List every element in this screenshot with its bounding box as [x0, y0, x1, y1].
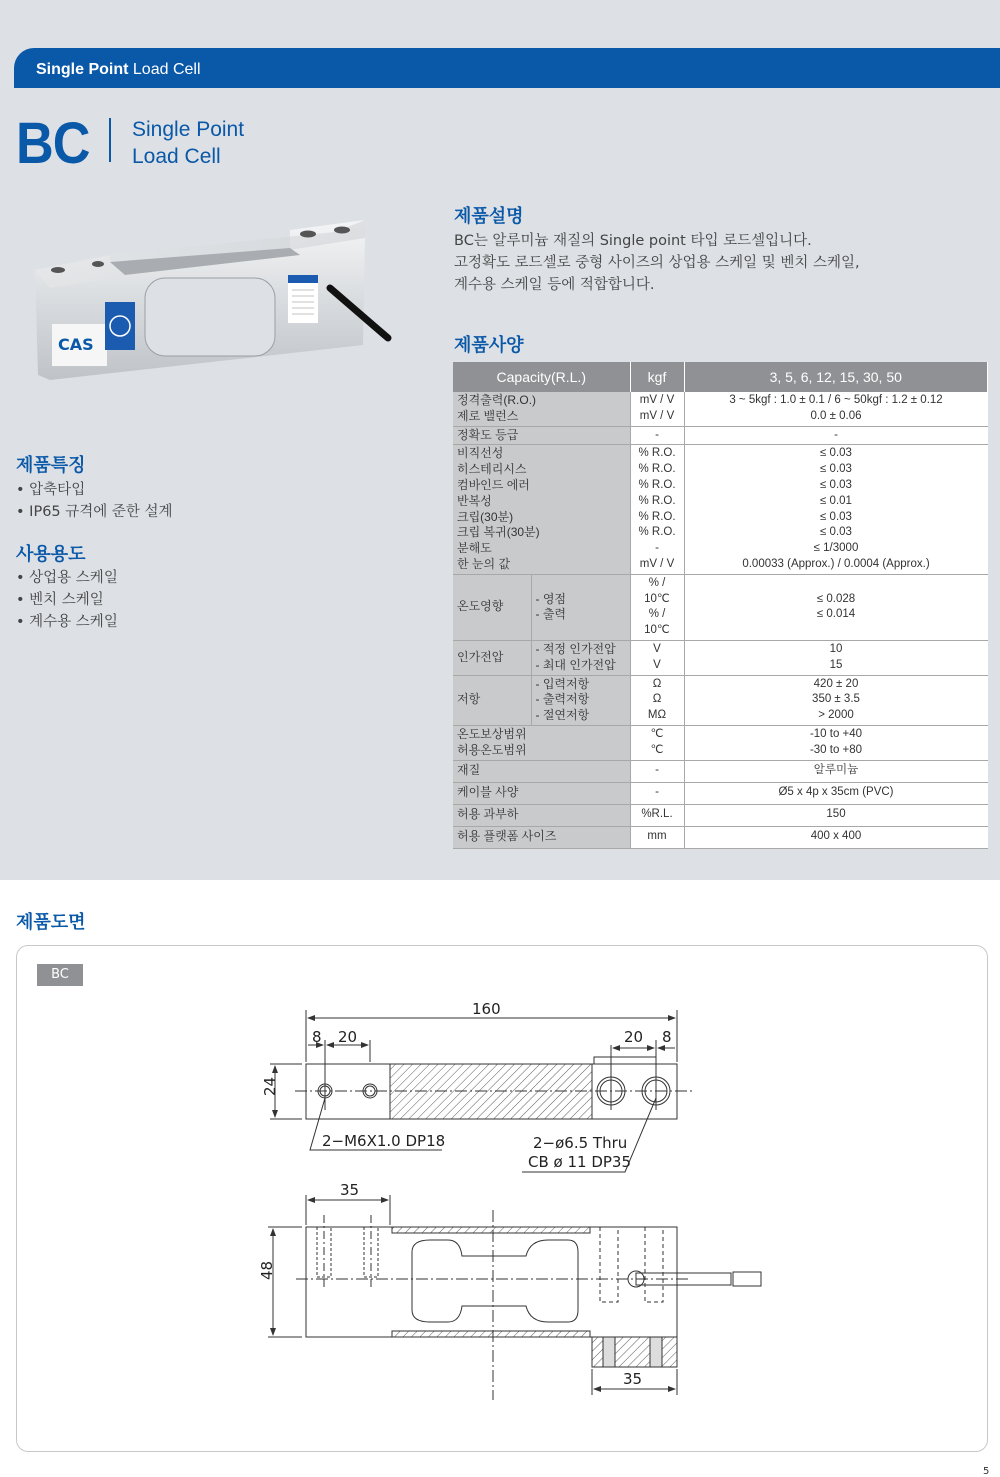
dim-side-height: 48 — [258, 1260, 276, 1280]
spec-unit: mV / V — [639, 409, 675, 422]
spec-unit: Ω — [652, 693, 662, 706]
spec-row — [453, 782, 988, 804]
spec-value: -30 to +80 — [809, 743, 863, 756]
spec-label: 크립 복귀(30분) — [457, 525, 540, 540]
spec-unit: % R.O. — [638, 526, 676, 539]
spec-label: 분해도 — [457, 541, 492, 556]
spec-row — [453, 826, 988, 848]
dim-right-pitch: 20 — [624, 1028, 644, 1046]
spec-label: 허용온도범위 — [457, 742, 527, 757]
load-cell-photo — [30, 220, 400, 380]
banner-bold: Single Point — [36, 61, 129, 78]
feature-item: • IP65 규격에 준한 설계 — [16, 501, 173, 523]
spec-unit: ℃ — [650, 743, 664, 756]
spec-label: - 출력 — [535, 607, 567, 622]
spec-value: 0.0 ± 0.06 — [810, 409, 862, 422]
description-line: BC는 알루미늄 재질의 Single point 타입 로드셀입니다. — [454, 233, 812, 249]
drawing-title: 제품도면 — [16, 912, 86, 933]
spec-unit: MΩ — [647, 709, 667, 722]
technical-drawing — [0, 990, 1000, 1410]
spec-label: - 입력저항 — [535, 676, 590, 691]
model-subtitle-line2: Load Cell — [132, 145, 221, 168]
spec-value: 0.00033 (Approx.) / 0.0004 (Approx.) — [742, 557, 930, 570]
spec-unit: - — [630, 782, 684, 804]
spec-unit: mV / V — [639, 394, 675, 406]
spec-value: 3 ~ 5kgf : 1.0 ± 0.1 / 6 ~ 50kgf : 1.2 ± 0.12 — [729, 394, 943, 406]
model-subtitle-line1: Single Point — [132, 118, 245, 141]
spec-row — [453, 640, 988, 675]
spec-label: 온도보상범위 — [457, 726, 527, 741]
spec-label: 히스테리시스 — [457, 462, 527, 477]
spec-label: - 절연저항 — [535, 708, 590, 723]
spec-unit: % R.O. — [638, 510, 676, 523]
banner-rest: Load Cell — [128, 61, 201, 78]
spec-value: 150 — [684, 804, 988, 826]
spec-unit: ℃ — [650, 727, 664, 740]
description-line: 고정확도 로드셀로 중형 사이즈의 상업용 스케일 및 벤치 스케일, — [454, 255, 860, 271]
spec-value: ≤ 0.03 — [820, 463, 852, 476]
feature-item: • 압축타입 — [16, 479, 173, 501]
features-list — [16, 479, 173, 523]
spec-unit: V — [653, 642, 661, 655]
model-divider — [109, 118, 111, 162]
spec-value: -10 to +40 — [809, 727, 863, 740]
drawing-model-tag: BC — [37, 964, 83, 986]
spec-header-unit: kgf — [630, 362, 684, 392]
spec-header-values: 3, 5, 6, 12, 15, 30, 50 — [684, 362, 988, 392]
spec-label: - 영점 — [535, 591, 567, 606]
spec-value: 15 — [829, 658, 843, 671]
spec-value: ≤ 0.03 — [820, 447, 852, 460]
spec-unit: mm — [630, 826, 684, 848]
spec-value: Ø5 x 4p x 35cm (PVC) — [684, 782, 988, 804]
spec-row — [453, 392, 988, 426]
spec-label: 반복성 — [457, 493, 492, 508]
spec-group-label: 저항 — [453, 675, 531, 725]
spec-label: 비직선성 — [457, 446, 504, 461]
spec-label: 허용 과부하 — [453, 804, 630, 826]
spec-row — [453, 445, 988, 574]
spec-unit: mV / V — [639, 557, 675, 570]
spec-value: - — [684, 426, 988, 445]
spec-unit: Ω — [652, 677, 662, 690]
spec-row — [453, 725, 988, 760]
spec-label: 정격출력(R.O.) — [457, 393, 537, 407]
spec-value: 350 ± 3.5 — [812, 693, 860, 706]
spec-value: 400 x 400 — [684, 826, 988, 848]
spec-unit: % / 10℃ — [644, 576, 670, 605]
spec-unit: - — [655, 542, 659, 555]
svg-text:CAS: CAS — [58, 335, 94, 354]
spec-value: ≤ 0.03 — [820, 510, 852, 523]
dim-length: 160 — [472, 1000, 501, 1018]
spec-unit: V — [653, 658, 661, 671]
spec-label: - 적정 인가전압 — [535, 641, 616, 656]
spec-row — [453, 675, 988, 725]
spec-label: - 출력저항 — [535, 692, 590, 707]
spec-label: 케이블 사양 — [453, 782, 630, 804]
spec-unit: % R.O. — [638, 478, 676, 491]
spec-row — [453, 804, 988, 826]
spec-value: 10 — [829, 642, 843, 655]
spec-label: 제로 밸런스 — [457, 408, 519, 423]
usage-item: • 상업용 스케일 — [16, 567, 118, 589]
spec-label: 한 눈의 값 — [457, 556, 511, 571]
usage-list — [16, 567, 118, 633]
spec-value: ≤ 1/3000 — [813, 542, 859, 555]
spec-value: 알루미늄 — [684, 760, 988, 782]
usage-item: • 계수용 스케일 — [16, 611, 118, 633]
usage-title: 사용용도 — [16, 544, 86, 565]
spec-unit: % / 10℃ — [644, 608, 670, 637]
spec-group-label: 온도영향 — [453, 574, 531, 640]
spec-value: ≤ 0.028 — [816, 592, 856, 605]
note-thru-1: 2−ø6.5 Thru — [533, 1134, 628, 1152]
spec-unit: % R.O. — [638, 447, 676, 460]
description-line: 계수용 스케일 등에 적합합니다. — [454, 277, 655, 293]
spec-label: 크립(30분) — [457, 509, 514, 524]
spec-row — [453, 426, 988, 445]
dim-left-edge: 8 — [312, 1028, 322, 1046]
spec-label: 허용 플랫폼 사이즈 — [453, 826, 630, 848]
page-number: 5 — [983, 1466, 990, 1477]
spec-group-label: 인가전압 — [453, 640, 531, 675]
spec-label: - 최대 인가전압 — [535, 657, 616, 672]
features-title: 제품특징 — [16, 455, 86, 476]
dim-left-pitch: 20 — [338, 1028, 358, 1046]
spec-header-capacity: Capacity(R.L.) — [453, 362, 630, 392]
spec-title: 제품사양 — [454, 335, 524, 356]
spec-value: 420 ± 20 — [813, 677, 859, 690]
spec-value: ≤ 0.03 — [820, 526, 852, 539]
dim-left-depth: 35 — [340, 1181, 360, 1199]
dim-right-edge: 8 — [662, 1028, 672, 1046]
spec-label: 정확도 등급 — [453, 426, 630, 445]
spec-row — [453, 760, 988, 782]
note-thru-2: CB ø 11 DP35 — [528, 1153, 632, 1171]
model-subtitle — [132, 116, 244, 170]
spec-unit: - — [630, 426, 684, 445]
description-text — [454, 230, 860, 296]
model-code: BC — [16, 111, 90, 176]
spec-value: ≤ 0.014 — [816, 608, 856, 621]
spec-label: 컴바인드 에러 — [457, 477, 530, 492]
dim-bottom-width: 35 — [623, 1370, 643, 1388]
dim-top-height: 24 — [261, 1076, 279, 1096]
description-title: 제품설명 — [454, 206, 524, 227]
spec-unit: - — [630, 760, 684, 782]
spec-table — [453, 362, 988, 849]
category-banner — [14, 48, 1000, 88]
note-thread: 2−M6X1.0 DP18 — [322, 1132, 446, 1150]
spec-value: ≤ 0.01 — [820, 494, 852, 507]
spec-header-row — [453, 362, 988, 392]
usage-item: • 벤치 스케일 — [16, 589, 118, 611]
spec-label: 재질 — [453, 760, 630, 782]
spec-value: > 2000 — [818, 709, 854, 722]
spec-unit: % R.O. — [638, 463, 676, 476]
spec-value: ≤ 0.03 — [820, 478, 852, 491]
spec-unit: %R.L. — [630, 804, 684, 826]
spec-unit: % R.O. — [638, 494, 676, 507]
spec-row — [453, 574, 988, 640]
